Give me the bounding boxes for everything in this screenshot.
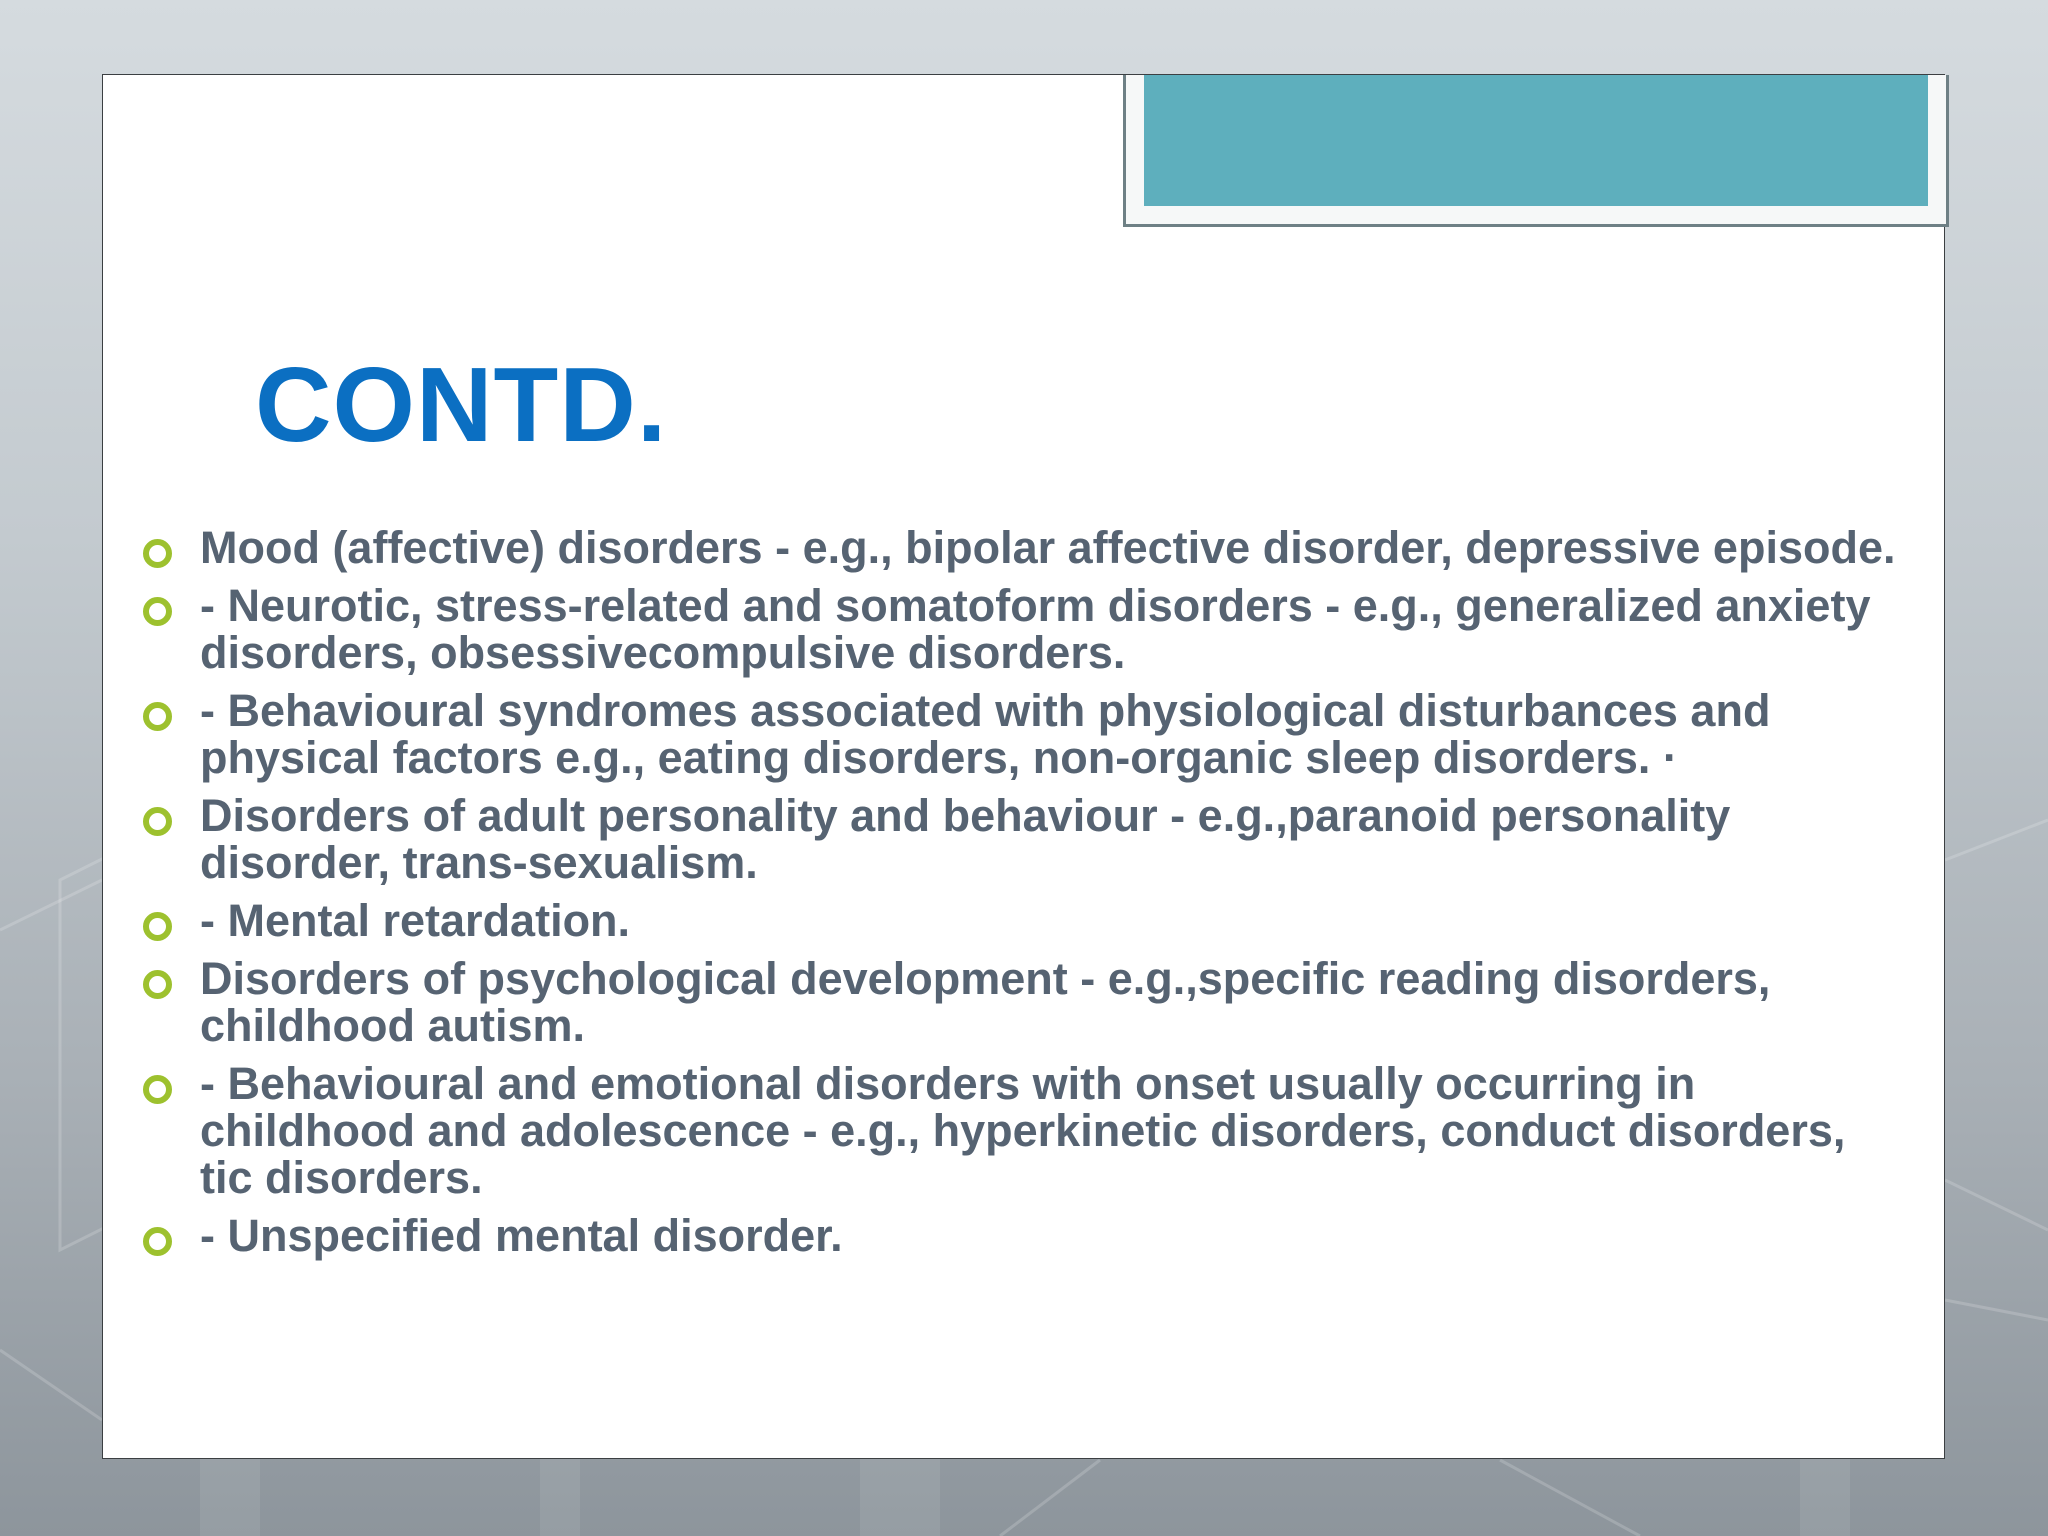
circle-bullet-icon	[143, 807, 172, 836]
bullet-item	[140, 792, 1900, 886]
bullet-text: - Mental retardation.	[200, 895, 631, 946]
bullet-list	[140, 524, 1900, 1270]
bullet-text: - Behavioural syndromes associated with physiological disturbances and physical factors e.g., eating disorders, non-organic sleep disorders. ·	[200, 685, 1771, 783]
title-accent-fill	[1144, 75, 1928, 206]
bullet-text: - Neurotic, stress-related and somatoform disorders - e.g., generalized anxiety disorders, obsessivecompulsive disorders.	[200, 580, 1871, 678]
bullet-item	[140, 1060, 1900, 1201]
bullet-text: Mood (affective) disorders - e.g., bipolar affective disorder, depressive episode.	[200, 522, 1896, 573]
circle-bullet-icon	[143, 702, 172, 731]
bullet-item	[140, 687, 1900, 781]
bullet-item	[140, 582, 1900, 676]
circle-bullet-icon	[143, 1227, 172, 1256]
bullet-text: Disorders of adult personality and behaviour - e.g.,paranoid personality disorder, trans-sexualism.	[200, 790, 1731, 888]
bullet-item	[140, 1212, 1900, 1259]
circle-bullet-icon	[143, 1075, 172, 1104]
slide-title: CONTD.	[255, 346, 668, 464]
bullet-item	[140, 897, 1900, 944]
bullet-item	[140, 955, 1900, 1049]
circle-bullet-icon	[143, 539, 172, 568]
bullet-text: Disorders of psychological development - e.g.,specific reading disorders, childhood autism.	[200, 953, 1771, 1051]
circle-bullet-icon	[143, 970, 172, 999]
title-accent-tab	[1123, 75, 1949, 227]
circle-bullet-icon	[143, 597, 172, 626]
circle-bullet-icon	[143, 912, 172, 941]
bullet-text: - Unspecified mental disorder.	[200, 1210, 843, 1261]
bullet-item	[140, 524, 1900, 571]
bullet-text: - Behavioural and emotional disorders with onset usually occurring in childhood and adolescence - e.g., hyperkinetic disorders, conduct disorders, tic disorders.	[200, 1058, 1846, 1203]
